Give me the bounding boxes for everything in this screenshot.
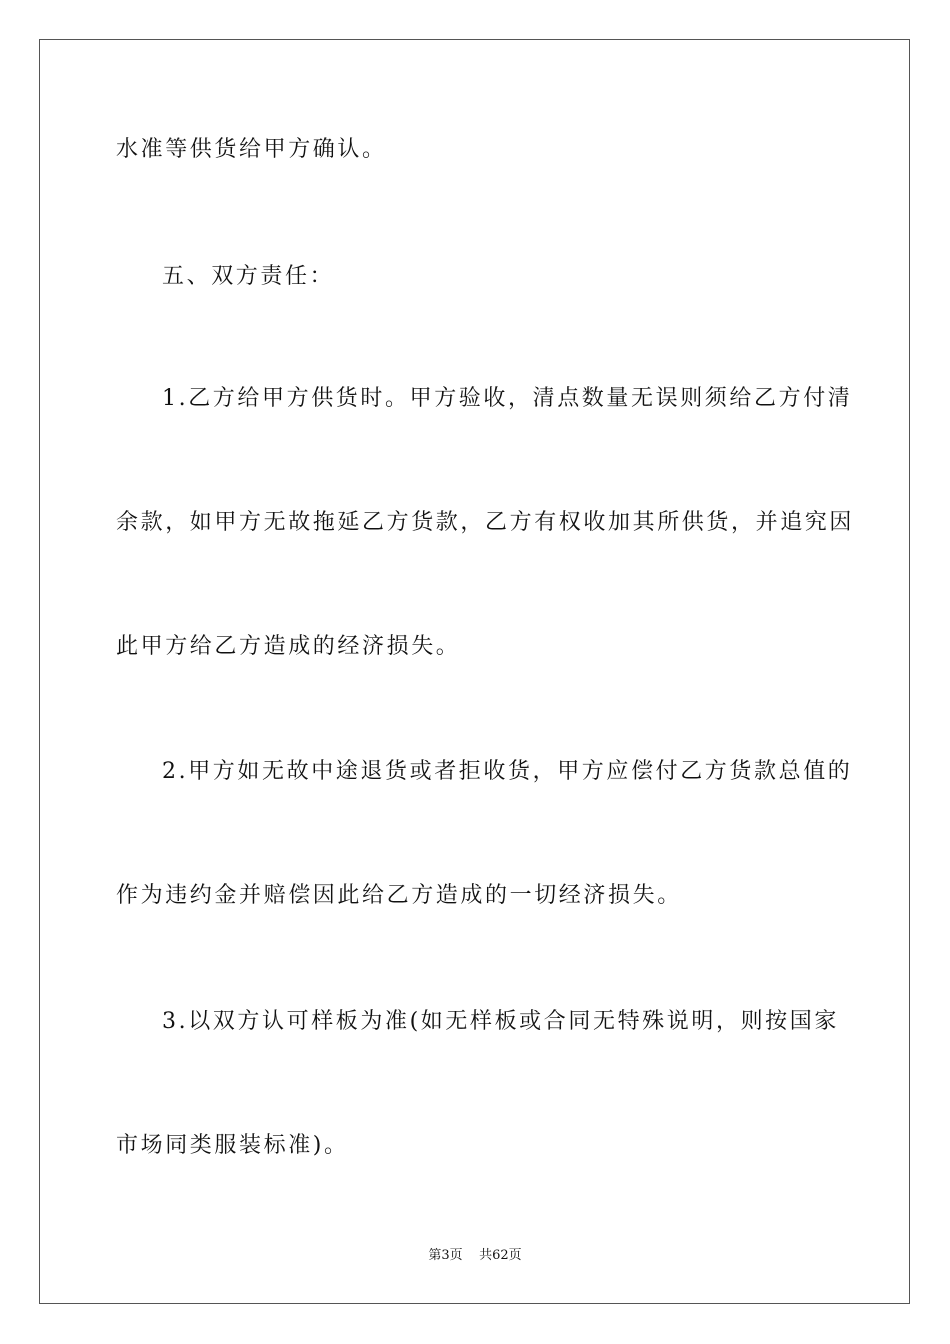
text-line-1: 水准等供货给甲方确认。: [116, 137, 387, 162]
page-number-footer: 第3页 共62页: [428, 1248, 522, 1263]
clause-1-line-3: 此甲方给乙方造成的经济损失。: [116, 634, 461, 659]
clause-3-line-1: 3.以双方认可样板为准(如无样板或合同无特殊说明，则按国家: [162, 1009, 839, 1034]
clause-3-line-2: 市场同类服装标准)。: [116, 1133, 349, 1158]
clause-2-line-2: 作为违约金并赔偿因此给乙方造成的一切经济损失。: [116, 883, 682, 908]
clause-2-line-1: 2.甲方如无故中途退货或者拒收货，甲方应偿付乙方货款总值的: [162, 759, 853, 784]
clause-1-line-2: 余款，如甲方无故拖延乙方货款，乙方有权收加其所供货，并追究因: [116, 510, 855, 535]
clause-1-line-1: 1.乙方给甲方供货时。甲方验收，清点数量无误则须给乙方付清: [162, 386, 853, 411]
section-heading-responsibilities: 五、双方责任：: [162, 264, 335, 289]
page-border: [39, 39, 910, 1304]
